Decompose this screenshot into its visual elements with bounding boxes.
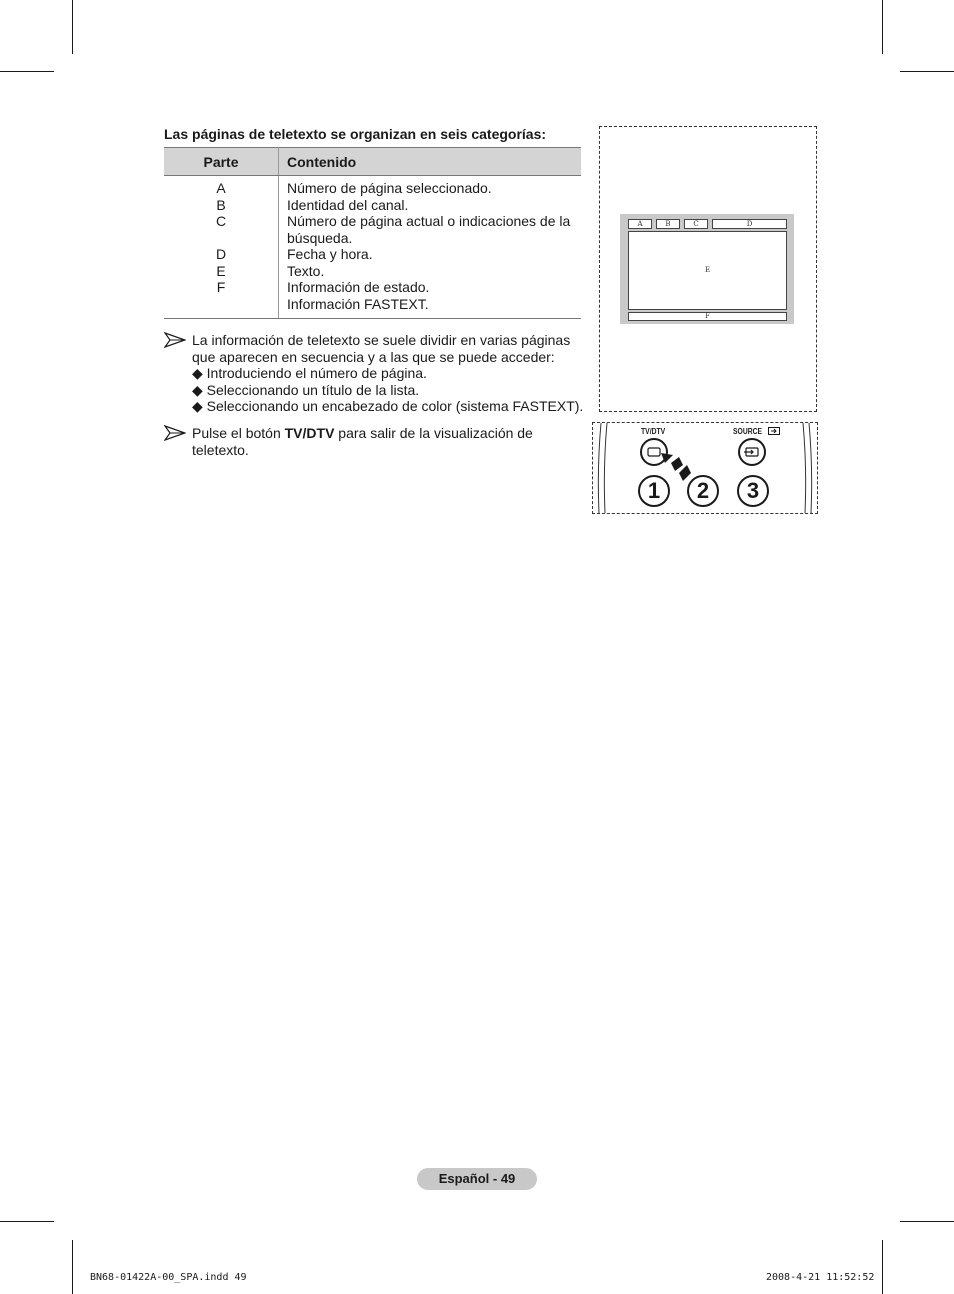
tv-region-d: D [712,219,787,229]
number-button-1[interactable]: 1 [638,475,670,507]
part-label: F [216,279,226,295]
column-header-parte: Parte [164,148,279,176]
source-icon [740,440,764,464]
crop-mark [0,1221,54,1222]
bullet-item: ◆ Seleccionando un título de la lista. [192,381,420,398]
content-text: Información FASTEXT. [287,295,429,312]
note-arrow-icon [164,332,186,348]
part-label: B [216,196,226,213]
tv-region-a: A [628,219,652,229]
crop-mark [900,1221,954,1222]
content-text: Identidad del canal. [287,196,409,213]
tv-region-f: F [628,312,787,321]
page-number: Español - 49 [417,1168,537,1190]
note-text: La información de teletexto se suele dividir en varias páginas [192,332,571,348]
crop-mark [72,0,73,54]
teletext-screen-figure [599,126,817,412]
content-text: Texto. [287,262,325,279]
crop-mark [900,71,954,72]
bullet-item: ◆ Seleccionando un encabezado de color (sistema FASTEXT). [192,398,584,414]
crop-mark [882,1240,883,1294]
table-row [164,176,581,319]
content-text: búsqueda. [287,229,353,246]
content-text: Información de estado. [287,279,430,295]
remote-control-figure [592,422,818,514]
part-label: D [215,246,227,262]
tv-region-e: E [628,231,787,310]
number-button-2[interactable]: 2 [687,475,719,507]
part-label: A [216,180,226,196]
source-button[interactable] [738,438,766,466]
tv-region-b: B [656,219,680,229]
tvdtv-term: TV/DTV [284,425,335,441]
section-heading: Las páginas de teletexto se organizan en seis categorías: [164,126,547,142]
tv-region-c: C [684,219,708,229]
note-teletext-pages [164,332,583,415]
note-exit-teletext [164,425,533,458]
column-header-contenido: Contenido [279,148,582,176]
bullet-item: ◆ Introduciendo el número de página. [192,365,427,381]
note-text: que aparecen en secuencia y a las que se puede acceder: [192,348,555,365]
crop-mark [0,71,54,72]
note-arrow-icon [164,425,186,441]
part-label: E [216,262,226,279]
tvdtv-label: TV/DTV [641,427,666,436]
note-text: Pulse el botón [192,425,285,441]
source-label: SOURCE [733,427,763,436]
contents-cell [279,176,582,319]
content-text: Número de página actual o indicaciones de la [287,213,571,229]
crop-mark [882,0,883,54]
date-slug: 2008-4-21 11:52:52 [766,1272,875,1283]
tv-screen-illustration [620,214,794,324]
content-text: Número de página seleccionado. [287,180,492,196]
content-text: Fecha y hora. [287,246,373,262]
number-button-3[interactable]: 3 [737,475,769,507]
source-input-icon [768,427,780,435]
table-header-row [164,148,581,176]
note-text: para salir de la visualización de [334,425,533,441]
crop-mark [72,1240,73,1294]
file-slug: BN68-01422A-00_SPA.indd 49 [90,1272,247,1283]
part-label: C [215,213,227,229]
parts-cell [164,176,279,319]
note-text: teletexto. [192,441,249,458]
categories-table [164,147,581,319]
